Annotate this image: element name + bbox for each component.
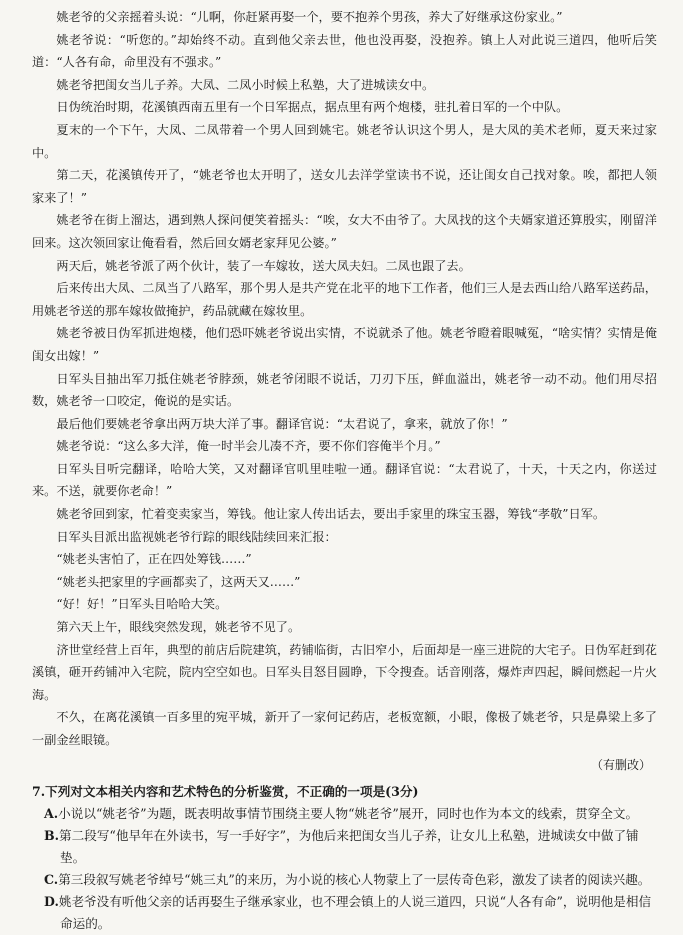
option-letter: C. <box>44 871 59 887</box>
answer-options <box>32 803 657 935</box>
passage-paragraph: 第六天上午，眼线突然发现，姚老爷不见了。 <box>56 620 301 635</box>
option-letter: B. <box>44 827 60 843</box>
passage-paragraph: 济世堂经营上百年，典型的前店后院建筑，药铺临街，古旧窄小，后面却是一座三进院的大宅子。日伪军赶到花溪镇，砸开药铺冲入宅院，院内空空如也。日军头目怒目圆睁，下令搜查。话音刚落，爆炸声四起，瞬间燃起一片火海。 <box>32 642 657 702</box>
passage-paragraph: 姚老爷说：“这么多大洋，俺一时半会儿凑不齐，要不你们容俺半个月。” <box>56 439 441 454</box>
passage-paragraph: 日军头目派出监视姚老爷行踪的眼线陆续回来汇报： <box>56 529 337 544</box>
passage-paragraph: 日军头目抽出军刀抵住姚老爷脖颈，姚老爷闭眼不说话，刀刃下压，鲜血溢出，姚老爷一动不动。他们用尽招数，姚老爷一口咬定，俺说的是实话。 <box>32 371 657 409</box>
passage-paragraph: 夏末的一个下午，大凤、二凤带着一个男人回到姚宅。姚老爷认识这个男人，是大凤的美术老师，夏天来过家中。 <box>32 122 657 160</box>
option-c <box>32 869 657 891</box>
option-text: 小说以“姚老爷”为题，既表明故事情节围绕主要人物“姚老爷”展开，同时也作为本文的线索，贯穿全文。 <box>58 805 639 821</box>
passage-paragraph: 日伪统治时期，花溪镇西南五里有一个日军据点，据点里有两个炮楼，驻扎着日军的一个中队。 <box>56 100 569 115</box>
passage-paragraph: 姚老爷回到家，忙着变卖家当，筹钱。他让家人传出话去，要出手家里的珠宝玉器，筹钱“孝敬”日军。 <box>56 507 606 522</box>
question-7 <box>32 780 657 935</box>
passage-paragraph: “姚老头害怕了，正在四处筹钱……” <box>56 552 252 567</box>
option-b <box>32 825 657 869</box>
source-note: （有删改） <box>590 757 651 772</box>
passage-paragraph: 后来传出大凤、二凤当了八路军，那个男人是共产党在北平的地下工作者，他们三人是去西山给八路军送药品，用姚老爷送的那车嫁妆做掩护，药品就藏在嫁妆里。 <box>32 281 657 318</box>
reading-passage <box>32 6 657 752</box>
option-text: 第三段叙写姚老爷绰号“姚三丸”的来历，为小说的核心人物蒙上了一层传奇色彩，激发了读者的阅读兴趣。 <box>58 871 651 887</box>
passage-paragraph: 姚老爷被日伪军抓进炮楼，他们恐吓姚老爷说出实情，不说就杀了他。姚老爷瞪着眼喊冤，“啥实情？实情是俺闺女出嫁！” <box>32 326 657 363</box>
question-stem: 7.下列对文本相关内容和艺术特色的分析鉴赏，不正确的一项是(3分) <box>32 783 419 799</box>
option-text: 姚老爷没有听他父亲的话再娶生子继承家业，也不理会镇上的人说三道四，只说“人各有命”，说明他是相信命运的。 <box>58 893 652 931</box>
passage-paragraph: 日军头目听完翻译，哈哈大笑，又对翻译官叽里哇啦一通。翻译官说：“太君说了，十天，十天之内，你送过来。不送，就要你老命！” <box>32 461 657 499</box>
option-d <box>32 891 657 935</box>
passage-paragraph: 不久，在离花溪镇一百多里的宛平城，新开了一家何记药店，老板宽额，小眼，像极了姚老爷，只是鼻梁上多了一副金丝眼镜。 <box>32 710 657 747</box>
option-letter: D. <box>44 893 59 909</box>
passage-paragraph: 姚老爷的父亲摇着头说：“儿啊，你赶紧再娶一个，要不抱养个男孩，养大了好继承这份家业。” <box>56 10 563 24</box>
option-a <box>32 803 657 825</box>
passage-paragraph: “姚老头把家里的字画都卖了，这两天又……” <box>56 574 301 589</box>
passage-paragraph: 第二天，花溪镇传开了，“姚老爷也太开明了，送女儿去洋学堂读书不说，还让闺女自己找对象。唉，都把人领家来了！” <box>32 168 657 205</box>
passage-paragraph: 两天后，姚老爷派了两个伙计，装了一车嫁妆，送大凤夫妇。二凤也跟了去。 <box>56 258 471 273</box>
passage-paragraph: 姚老爷在街上溜达，遇到熟人探问便笑着摇头：“唉，女大不由爷了。大凤找的这个夫婿家道还算殷实，刚留洋回来。这次领回家让俺看看，然后回女婿老家拜见公婆。” <box>32 213 657 250</box>
passage-paragraph: “好！好！”日军头目哈哈大笑。 <box>56 597 228 612</box>
passage-paragraph: 最后他们要姚老爷拿出两万块大洋了事。翻译官说：“太君说了，拿来，就放了你！” <box>56 416 508 431</box>
passage-paragraph: 姚老爷说：“听您的。”却始终不动。直到他父亲去世，他也没再娶，没抱养。镇上人对此说三道四，他听后笑道：“人各有命，命里没有不强求。” <box>32 32 657 70</box>
option-text: 第二段写“他早年在外读书，写一手好字”，为他后来把闺女当儿子养，让女儿上私塾，进城读女中做了铺垫。 <box>59 827 639 865</box>
option-letter: A. <box>44 805 59 821</box>
passage-paragraph: 姚老爷把闺女当儿子养。大凤、二凤小时候上私塾，大了进城读女中。 <box>56 77 435 92</box>
